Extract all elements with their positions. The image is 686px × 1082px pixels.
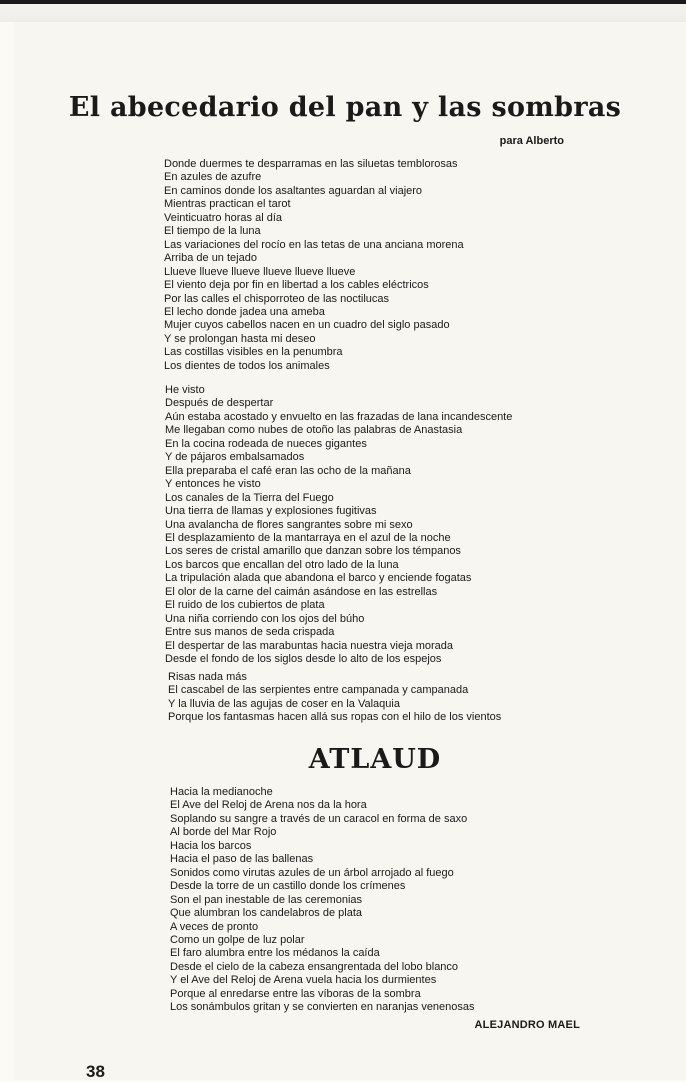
poem-line: Como un golpe de luz polar <box>170 933 305 946</box>
poem-line: Los sonámbulos gritan y se convierten en naranjas venenosas <box>170 1001 475 1014</box>
poem-line: Hacia la medianoche <box>170 786 273 798</box>
poem-line: Y entonces he visto <box>165 478 261 491</box>
poem-stanza-1 <box>164 158 464 373</box>
poem-line: El despertar de las marabuntas hacia nuestra vieja morada <box>165 639 453 652</box>
poem-stanza-3 <box>168 671 501 725</box>
poem-line: El faro alumbra entre los médanos la caída <box>170 947 380 960</box>
poem-line: Llueve llueve llueve llueve llueve llueve <box>164 265 356 278</box>
poem-dedication: para Alberto <box>499 135 564 147</box>
section-stanza <box>170 786 475 1015</box>
poem-line: Hacia los barcos <box>170 839 252 852</box>
poem-line: El Ave del Reloj de Arena nos da la hora <box>170 799 367 812</box>
poem-line: En la cocina rodeada de nueces gigantes <box>165 437 367 450</box>
poem-line: Sonidos como virutas azules de un árbol arrojado al fuego <box>170 866 454 879</box>
poem-line: Y se prolongan hasta mi deseo <box>164 332 316 345</box>
poem-line: Porque los fantasmas hacen allá sus ropas con el hilo de los vientos <box>168 711 502 724</box>
poem-line: Las variaciones del rocío en las tetas de una anciana morena <box>164 238 464 251</box>
poem-line: Los dientes de todos los animales <box>164 359 330 372</box>
author-signature: ALEJANDRO MAEL <box>474 1019 580 1031</box>
poem-line: Y la lluvia de las agujas de coser en la Valaquia <box>168 697 400 710</box>
poem-line: El viento deja por fin en libertad a los cables eléctricos <box>164 279 429 292</box>
poem-line: El ruido de los cubiertos de plata <box>165 599 325 612</box>
poem-line: A veces de pronto <box>170 920 259 933</box>
poem-line: Donde duermes te desparramas en las siluetas temblorosas <box>164 158 458 170</box>
poem-line: Desde el fondo de los siglos desde lo alto de los espejos <box>165 653 442 666</box>
poem-line: El desplazamiento de la mantarraya en el azul de la noche <box>165 531 451 544</box>
poem-line: Por las calles el chisporroteo de las noctilucas <box>164 292 390 305</box>
poem-line: Me llegaban como nubes de otoño las palabras de Anastasia <box>165 424 463 437</box>
poem-line: Una avalancha de flores sangrantes sobre mi sexo <box>165 518 413 531</box>
poem-line: Aún estaba acostado y envuelto en las frazadas de lana incandescente <box>165 410 513 423</box>
poem-line: Porque al enredarse entre las víboras de la sombra <box>170 987 421 1000</box>
scan-top-edge <box>0 0 686 22</box>
poem-line: Y el Ave del Reloj de Arena vuela hacia los durmientes <box>170 974 437 987</box>
poem-line: He visto <box>165 384 205 396</box>
poem-title: El abecedario del pan y las sombras <box>68 92 622 123</box>
poem-line: El tiempo de la luna <box>164 225 261 238</box>
poem-line: Son el pan inestable de las ceremonias <box>170 893 363 906</box>
poem-line: Ella preparaba el café eran las ocho de la mañana <box>165 464 411 477</box>
poem-line: Los seres de cristal amarillo que danzan sobre los témpanos <box>165 545 461 558</box>
poem-line: Desde la torre de un castillo donde los crímenes <box>170 880 406 893</box>
poem-line: Y de pájaros embalsamados <box>165 451 305 464</box>
poem-line: Risas nada más <box>168 671 247 683</box>
magazine-page <box>14 22 686 1080</box>
poem-line: Que alumbran los candelabros de plata <box>170 907 363 920</box>
section-title: ATLAUD <box>308 744 442 775</box>
poem-line: Los canales de la Tierra del Fuego <box>165 491 334 504</box>
poem-line: En caminos donde los asaltantes aguardan al viajero <box>164 184 423 197</box>
poem-line: Mujer cuyos cabellos nacen en un cuadro del siglo pasado <box>164 319 450 332</box>
poem-line: Hacia el paso de las ballenas <box>170 853 314 866</box>
poem-line: Soplando su sangre a través de un caracol en forma de saxo <box>170 812 468 825</box>
poem-line: Al borde del Mar Rojo <box>170 826 277 839</box>
poem-line: Veinticuatro horas al día <box>164 211 283 224</box>
poem-line: Después de despertar <box>165 397 274 410</box>
poem-line: Una niña corriendo con los ojos del búho <box>165 612 365 625</box>
poem-line: En azules de azufre <box>164 171 262 184</box>
poem-line: El olor de la carne del caimán asándose en las estrellas <box>165 585 438 598</box>
poem-line: Una tierra de llamas y explosiones fugitivas <box>165 505 377 518</box>
poem-line: Mientras practican el tarot <box>164 198 291 211</box>
poem-line: Arriba de un tejado <box>164 252 257 265</box>
poem-line: Las costillas visibles en la penumbra <box>164 346 343 359</box>
page-number: 38 <box>86 1062 105 1081</box>
poem-line: El cascabel de las serpientes entre campanada y campanada <box>168 684 469 697</box>
poem-line: Entre sus manos de seda crispada <box>165 626 335 639</box>
poem-line: Los barcos que encallan del otro lado de la luna <box>165 558 399 571</box>
poem-stanza-2 <box>165 384 512 667</box>
poem-line: Desde el cielo de la cabeza ensangrentada del lobo blanco <box>170 960 459 973</box>
poem-line: La tripulación alada que abandona el barco y enciende fogatas <box>165 572 472 585</box>
poem-line: El lecho donde jadea una ameba <box>164 305 325 318</box>
